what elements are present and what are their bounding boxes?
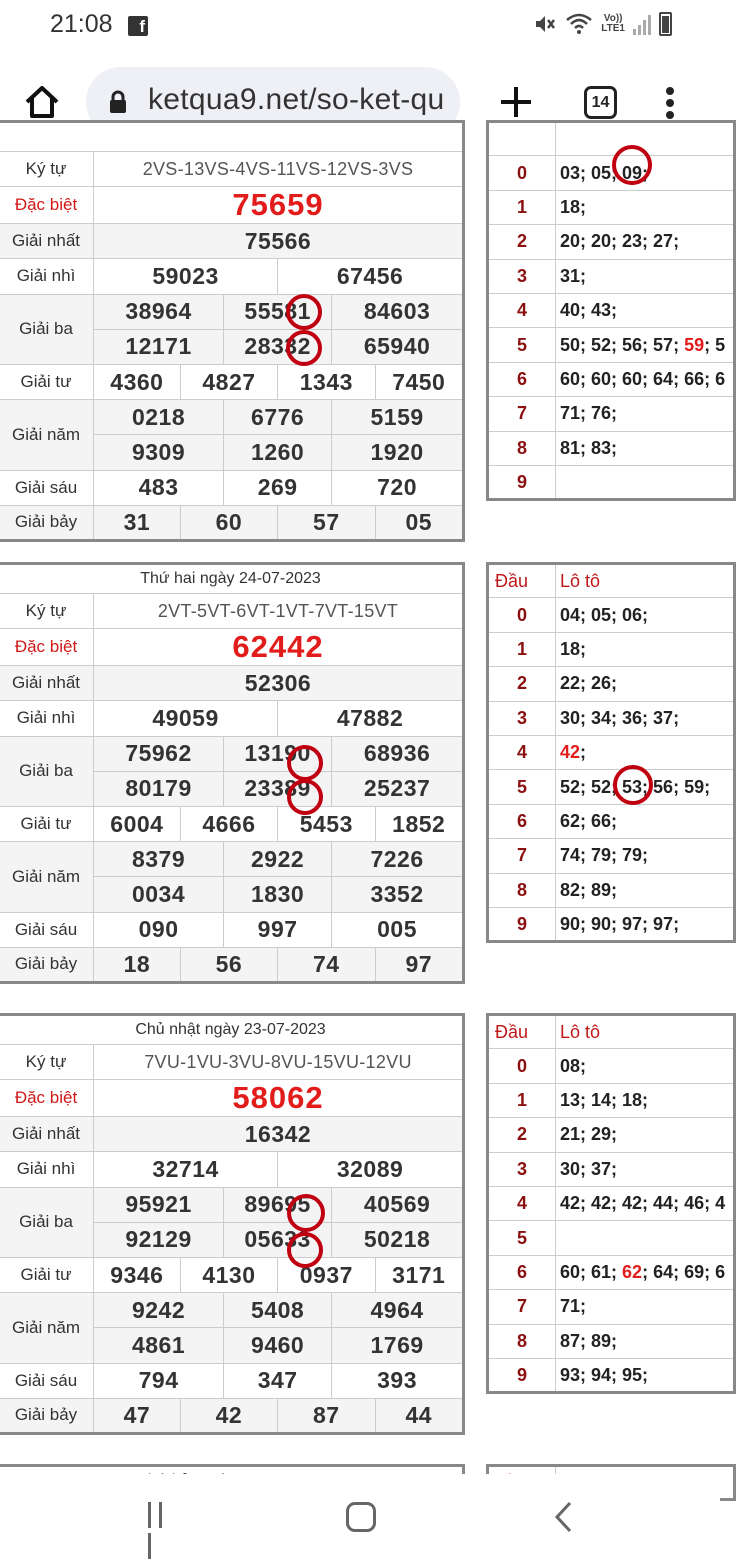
fifth-prize: 8379	[94, 842, 224, 877]
first-prize: 16342	[94, 1117, 464, 1152]
nav-home-icon[interactable]	[346, 1502, 376, 1532]
annotation-circle	[287, 779, 323, 815]
fifth-prize: 5408	[224, 1293, 332, 1328]
back-icon[interactable]	[552, 1500, 574, 1534]
loto-table	[486, 1013, 736, 1394]
fourth-prize: 9346	[94, 1257, 181, 1292]
result-date	[0, 122, 464, 152]
fifth-prize: 1260	[224, 435, 332, 470]
seventh-prize: 42	[180, 1398, 277, 1433]
loto-dau: 6	[488, 362, 556, 396]
row-label: Đặc biệt	[0, 1080, 94, 1117]
sixth-prize: 794	[94, 1363, 224, 1398]
loto-values: 31;	[556, 259, 735, 293]
loto-text: ; 5	[704, 334, 726, 355]
third-prize: 75962	[94, 736, 224, 771]
row-label: Giải ba	[0, 736, 94, 806]
annotation-circle	[286, 330, 322, 366]
sixth-prize: 269	[224, 470, 332, 505]
loto-dau: 7	[488, 397, 556, 431]
annotation-circle	[287, 1232, 323, 1268]
row-label: Giải sáu	[0, 470, 94, 505]
sixth-prize: 997	[224, 912, 332, 947]
fifth-prize: 4964	[332, 1293, 464, 1328]
third-prize: 80179	[94, 771, 224, 806]
loto-dau: 4	[488, 293, 556, 327]
third-prize: 23389	[224, 771, 332, 806]
more-icon[interactable]	[660, 84, 680, 124]
lte-indicator	[601, 14, 625, 34]
ky-tu-value: 2VT-5VT-6VT-1VT-7VT-15VT	[94, 594, 464, 629]
loto-dau: 2	[488, 225, 556, 259]
annotation-circle	[286, 294, 322, 330]
loto-values: 18;	[556, 190, 735, 224]
seventh-prize: 97	[375, 947, 464, 982]
loto-values: 90; 90; 97; 97;	[556, 907, 735, 941]
row-label: Giải bảy	[0, 505, 94, 540]
third-prize: 68936	[332, 736, 464, 771]
third-prize: 92129	[94, 1222, 224, 1257]
special-prize: 58062	[94, 1080, 464, 1117]
row-label: Đặc biệt	[0, 187, 94, 224]
loto-dau: 5	[488, 770, 556, 804]
seventh-prize: 18	[94, 947, 181, 982]
sixth-prize: 393	[332, 1363, 464, 1398]
loto-values	[556, 1255, 735, 1289]
loto-values: 04; 05; 06;	[556, 598, 735, 632]
loto-values: 71;	[556, 1290, 735, 1324]
third-prize: 55581	[224, 294, 332, 329]
loto-table	[486, 562, 736, 943]
sixth-prize: 090	[94, 912, 224, 947]
signal-icon	[633, 13, 651, 35]
loto-dau: 4	[488, 1186, 556, 1220]
loto-dau: 3	[488, 259, 556, 293]
third-prize: 13190	[224, 736, 332, 771]
loto-values: 18;	[556, 632, 735, 666]
sixth-prize: 347	[224, 1363, 332, 1398]
loto-dau: 2	[488, 1118, 556, 1152]
fourth-prize: 4130	[180, 1257, 277, 1292]
row-label: Giải nhì	[0, 259, 94, 294]
row-label: Giải nhì	[0, 1152, 94, 1187]
loto-dau: 0	[488, 156, 556, 190]
annotation-circle	[287, 745, 323, 781]
fourth-prize: 4827	[180, 364, 277, 399]
fifth-prize: 7226	[332, 842, 464, 877]
status-icons	[533, 12, 672, 36]
third-prize: 95921	[94, 1187, 224, 1222]
seventh-prize: 31	[94, 505, 181, 540]
loto-values: 60; 60; 60; 64; 66; 6	[556, 362, 735, 396]
loto-values: 74; 79; 79;	[556, 839, 735, 873]
third-prize: 50218	[332, 1222, 464, 1257]
row-label: Giải sáu	[0, 1363, 94, 1398]
loto-table	[486, 120, 736, 501]
seventh-prize: 44	[375, 1398, 463, 1433]
row-label: Giải tư	[0, 1257, 94, 1292]
fourth-prize: 4360	[94, 364, 181, 399]
loto-dau: 8	[488, 431, 556, 465]
loto-special: 62	[622, 1261, 643, 1282]
results-table	[0, 1013, 465, 1435]
loto-special: 59	[684, 334, 705, 355]
special-prize: 75659	[94, 187, 464, 224]
loto-values: 40; 43;	[556, 293, 735, 327]
ky-tu-value: 2VS-13VS-4VS-11VS-12VS-3VS	[94, 152, 464, 187]
loto-values: 71; 76;	[556, 397, 735, 431]
loto-special: 42	[560, 742, 581, 763]
loto-head-dau	[488, 122, 556, 156]
result-date: Thứ hai ngày 24-07-2023	[0, 564, 464, 594]
second-prize: 49059	[94, 701, 278, 736]
loto-values: 93; 94; 95;	[556, 1358, 735, 1392]
sixth-prize: 483	[94, 470, 224, 505]
loto-values: 30; 34; 36; 37;	[556, 701, 735, 735]
third-prize: 25237	[332, 771, 464, 806]
row-label: Giải ba	[0, 1187, 94, 1257]
loto-head-loto: Lô tô	[556, 564, 735, 598]
loto-dau: 4	[488, 735, 556, 769]
row-label: Giải tư	[0, 364, 94, 399]
loto-text: 50; 52; 56; 57;	[560, 334, 685, 355]
second-prize: 59023	[94, 259, 278, 294]
fourth-prize: 4666	[180, 806, 277, 841]
loto-values: 81; 83;	[556, 431, 735, 465]
url-text[interactable]: ketqua9.net/so-ket-qu	[148, 83, 445, 116]
fourth-prize: 0937	[278, 1257, 375, 1292]
loto-dau: 8	[488, 873, 556, 907]
seventh-prize: 60	[180, 505, 277, 540]
fifth-prize: 1769	[332, 1328, 464, 1363]
loto-dau: 2	[488, 667, 556, 701]
annotation-circle	[613, 765, 653, 805]
row-label: Đặc biệt	[0, 629, 94, 666]
fourth-prize: 7450	[375, 364, 463, 399]
status-time: 21:08	[50, 10, 113, 38]
recent-apps-icon[interactable]	[148, 1502, 174, 1530]
second-prize: 67456	[278, 259, 464, 294]
loto-values: 87; 89;	[556, 1324, 735, 1358]
fifth-prize: 3352	[332, 877, 464, 912]
loto-head-loto: Lô tô	[556, 1015, 735, 1049]
row-label: Giải bảy	[0, 1398, 94, 1433]
sixth-prize: 720	[332, 470, 464, 505]
seventh-prize: 05	[375, 505, 463, 540]
loto-dau: 1	[488, 190, 556, 224]
row-label: Ký tự	[0, 1045, 94, 1080]
system-nav-bar	[0, 1474, 720, 1560]
loto-dau: 5	[488, 1221, 556, 1255]
loto-dau: 1	[488, 1083, 556, 1117]
loto-dau: 6	[488, 804, 556, 838]
fourth-prize: 3171	[375, 1257, 463, 1292]
results-table	[0, 120, 465, 542]
fifth-prize: 1920	[332, 435, 464, 470]
wifi-icon	[565, 13, 593, 35]
special-prize: 62442	[94, 629, 464, 666]
sixth-prize: 005	[332, 912, 464, 947]
row-label: Giải tư	[0, 806, 94, 841]
results-table	[0, 562, 465, 984]
loto-head-dau: Đầu	[488, 1015, 556, 1049]
row-label: Ký tự	[0, 152, 94, 187]
seventh-prize: 74	[278, 947, 375, 982]
loto-dau: 0	[488, 598, 556, 632]
loto-values	[556, 1221, 735, 1255]
first-prize: 75566	[94, 224, 464, 259]
mute-icon	[533, 12, 557, 36]
annotation-circle	[287, 1194, 325, 1232]
row-label: Giải nhất	[0, 1117, 94, 1152]
loto-dau: 8	[488, 1324, 556, 1358]
fifth-prize: 9460	[224, 1328, 332, 1363]
loto-dau: 5	[488, 328, 556, 362]
battery-icon	[659, 12, 672, 36]
fifth-prize: 9309	[94, 435, 224, 470]
loto-values: 22; 26;	[556, 667, 735, 701]
loto-dau: 7	[488, 839, 556, 873]
loto-dau: 6	[488, 1255, 556, 1289]
loto-values: 21; 29;	[556, 1118, 735, 1152]
results-content	[0, 148, 726, 1474]
row-label: Giải năm	[0, 400, 94, 470]
seventh-prize: 57	[278, 505, 375, 540]
annotation-circle	[612, 145, 652, 185]
fourth-prize: 1852	[375, 806, 464, 841]
lte-top: Vo))	[603, 13, 623, 24]
seventh-prize: 56	[180, 947, 277, 982]
fifth-prize: 9242	[94, 1293, 224, 1328]
loto-values: 30; 37;	[556, 1152, 735, 1186]
home-icon[interactable]	[22, 82, 62, 122]
third-prize: 84603	[332, 294, 464, 329]
loto-dau: 9	[488, 907, 556, 941]
fourth-prize: 5453	[278, 806, 375, 841]
fourth-prize: 1343	[278, 364, 375, 399]
seventh-prize: 87	[278, 1398, 375, 1433]
loto-dau: 0	[488, 1049, 556, 1083]
row-label: Giải năm	[0, 1293, 94, 1363]
third-prize: 05633	[224, 1222, 332, 1257]
facebook-icon: f	[128, 16, 148, 36]
second-prize: 47882	[278, 701, 464, 736]
loto-values: 42; 42; 42; 44; 46; 4	[556, 1186, 735, 1220]
ky-tu-value: 7VU-1VU-3VU-8VU-15VU-12VU	[94, 1045, 464, 1080]
loto-dau: 9	[488, 465, 556, 499]
row-label: Giải nhì	[0, 701, 94, 736]
loto-values: 52; 52; 53; 56; 59;	[556, 770, 735, 804]
row-label: Giải nhất	[0, 666, 94, 701]
loto-values: 03; 05; 09;	[556, 156, 735, 190]
fourth-prize: 6004	[94, 806, 181, 841]
third-prize: 12171	[94, 329, 224, 364]
loto-dau: 3	[488, 1152, 556, 1186]
loto-text: 60; 61;	[560, 1261, 623, 1282]
row-label: Giải sáu	[0, 912, 94, 947]
loto-values	[556, 328, 735, 362]
loto-head-dau: Đầu	[488, 564, 556, 598]
fifth-prize: 4861	[94, 1328, 224, 1363]
row-label: Giải năm	[0, 842, 94, 912]
loto-values	[556, 465, 735, 499]
third-prize: 28332	[224, 329, 332, 364]
result-date: Chủ nhật ngày 23-07-2023	[0, 1015, 464, 1045]
lte-bottom: LTE1	[601, 23, 625, 34]
loto-dau: 7	[488, 1290, 556, 1324]
fifth-prize: 6776	[224, 400, 332, 435]
row-label: Ký tự	[0, 594, 94, 629]
third-prize: 38964	[94, 294, 224, 329]
loto-dau: 3	[488, 701, 556, 735]
fifth-prize: 1830	[224, 877, 332, 912]
third-prize: 65940	[332, 329, 464, 364]
row-label: Giải nhất	[0, 224, 94, 259]
loto-values: 20; 20; 23; 27;	[556, 225, 735, 259]
fifth-prize: 0218	[94, 400, 224, 435]
loto-dau: 9	[488, 1358, 556, 1392]
lock-icon	[108, 91, 128, 113]
tabs-icon[interactable]: 14	[584, 86, 617, 119]
loto-values: 08;	[556, 1049, 735, 1083]
loto-values	[556, 735, 735, 769]
fifth-prize: 2922	[224, 842, 332, 877]
loto-values: 82; 89;	[556, 873, 735, 907]
fifth-prize: 0034	[94, 877, 224, 912]
row-label: Giải ba	[0, 294, 94, 364]
loto-text: ; 64; 69; 6	[642, 1261, 726, 1282]
second-prize: 32089	[278, 1152, 464, 1187]
status-bar	[0, 0, 720, 56]
third-prize: 40569	[332, 1187, 464, 1222]
row-label: Giải bảy	[0, 947, 94, 982]
loto-dau: 1	[488, 632, 556, 666]
first-prize: 52306	[94, 666, 464, 701]
third-prize: 89695	[224, 1187, 332, 1222]
plus-icon[interactable]	[498, 84, 534, 120]
loto-values: 13; 14; 18;	[556, 1083, 735, 1117]
seventh-prize: 47	[94, 1398, 181, 1433]
second-prize: 32714	[94, 1152, 278, 1187]
loto-text: ;	[580, 742, 587, 763]
fifth-prize: 5159	[332, 400, 464, 435]
loto-values: 62; 66;	[556, 804, 735, 838]
